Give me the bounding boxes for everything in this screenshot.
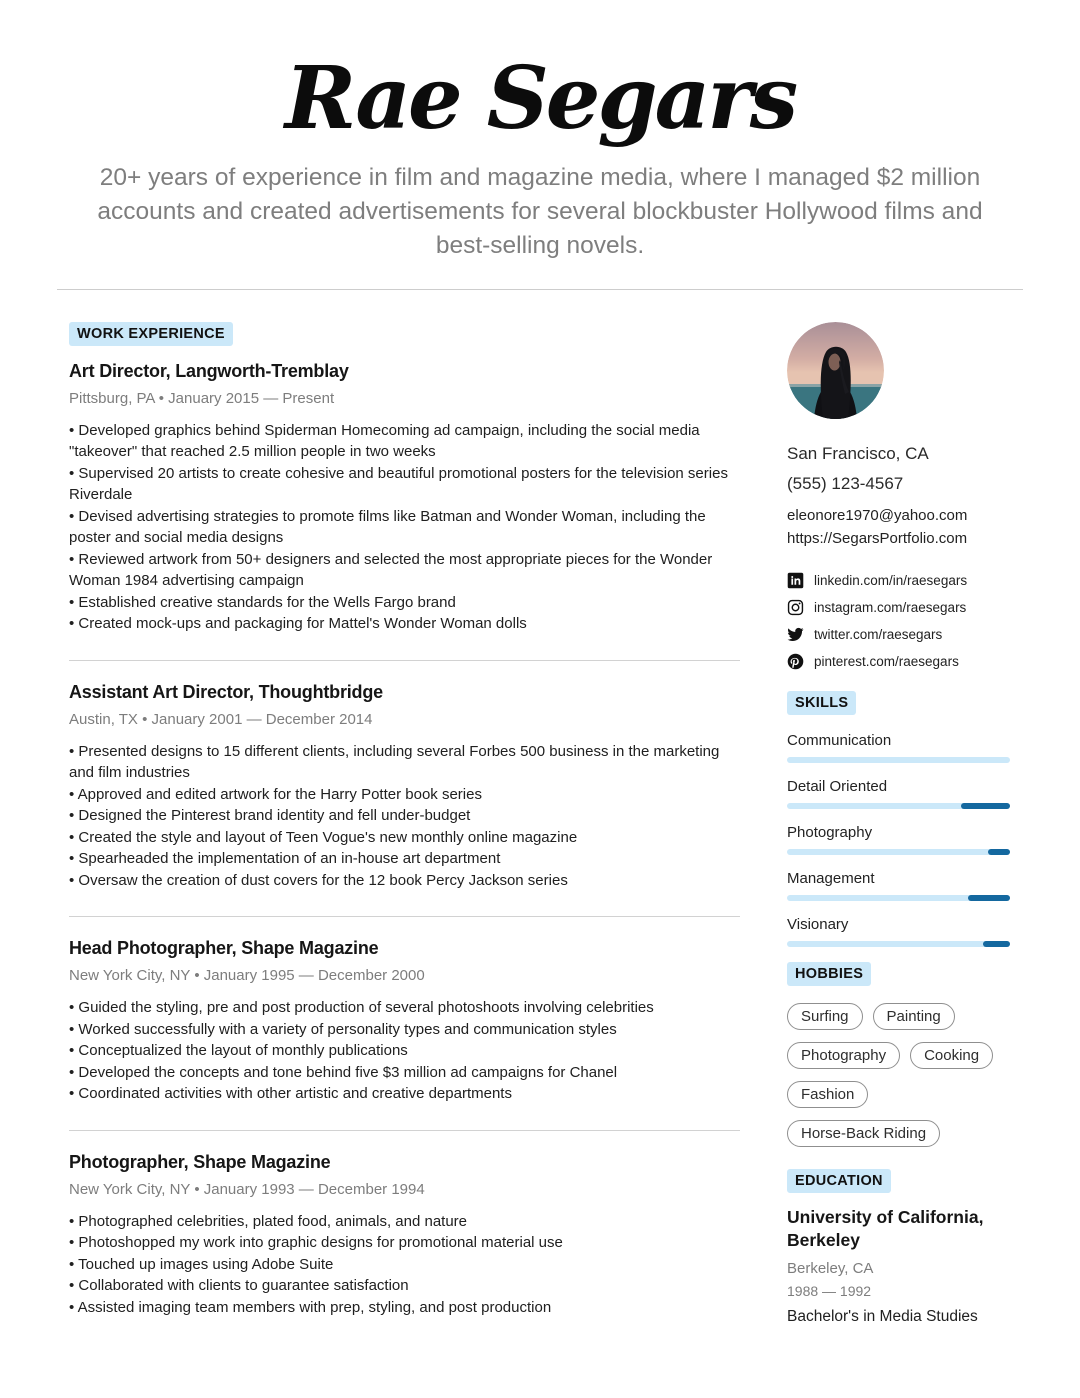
job-title: Assistant Art Director, Thoughtbridge (69, 681, 383, 702)
bullet-item: • Established creative standards for the Wells Fargo brand (69, 592, 740, 614)
bullet-item: • Created the style and layout of Teen Vogue's new monthly online magazine (69, 827, 740, 849)
social-link-label: pinterest.com/raesegars (814, 653, 959, 669)
skill-bar (787, 757, 1010, 763)
bullet-item: • Presented designs to 15 different clients, including several Forbes 500 business in the marketing and film industries (69, 741, 740, 784)
skill-label: Visionary (787, 915, 849, 933)
social-links (787, 572, 1010, 670)
person-name: Rae Segars (284, 48, 796, 149)
hobby-tag: Painting (873, 1003, 955, 1030)
skill-label: Detail Oriented (787, 777, 888, 795)
bullet-item: • Oversaw the creation of dust covers for the 12 book Percy Jackson series (69, 870, 740, 892)
education-heading: EDUCATION (787, 1169, 891, 1193)
job-entry (69, 682, 740, 892)
hobby-tag: Photography (787, 1042, 900, 1069)
skill-bar-dark-segment (983, 941, 1010, 947)
hobby-tag: Horse-Back Riding (787, 1120, 940, 1147)
bullet-item: • Approved and edited artwork for the Harry Potter book series (69, 784, 740, 806)
bullet-item: • Touched up images using Adobe Suite (69, 1254, 740, 1276)
contact-website[interactable]: https://SegarsPortfolio.com (787, 529, 968, 547)
job-bullets (69, 997, 740, 1105)
bullet-item: • Guided the styling, pre and post production of several photoshoots involving celebrities (69, 997, 740, 1019)
hobby-tag: Cooking (910, 1042, 993, 1069)
skill-item (787, 732, 1010, 763)
job-meta: Austin, TX • January 2001 — December 2014 (69, 710, 373, 728)
bullet-item: • Assisted imaging team members with prep, styling, and post production (69, 1297, 740, 1319)
profile-photo (787, 322, 884, 419)
bullet-item: • Devised advertising strategies to promote films like Batman and Wonder Woman, including the poster and social media designs (69, 506, 740, 549)
skill-label: Communication (787, 731, 892, 749)
education-degree: Bachelor's in Media Studies (787, 1307, 978, 1325)
work-experience-section (69, 322, 740, 1326)
job-meta: New York City, NY • January 1993 — December 1994 (69, 1180, 425, 1198)
job-meta: Pittsburg, PA • January 2015 — Present (69, 389, 335, 407)
social-link-row[interactable] (787, 653, 1010, 670)
skills-list (787, 732, 1010, 947)
social-link-row[interactable] (787, 572, 1010, 589)
bullet-item: • Reviewed artwork from 50+ designers and selected the most appropriate pieces for the Wonder Woman 1984 advertising campaign (69, 549, 740, 592)
social-link-label: linkedin.com/in/raesegars (814, 572, 968, 588)
job-bullets (69, 741, 740, 892)
skill-bar (787, 941, 1010, 947)
skill-item (787, 824, 1010, 855)
job-meta: New York City, NY • January 1995 — December 2000 (69, 967, 425, 985)
skills-section (787, 691, 1010, 947)
bullet-item: • Supervised 20 artists to create cohesive and beautiful promotional posters for the television series Riverdale (69, 463, 740, 506)
skill-item (787, 870, 1010, 901)
content-columns (0, 290, 1080, 1326)
education-school: University of California, Berkeley (787, 1206, 984, 1250)
job-entry (69, 361, 740, 635)
job-bullets (69, 1211, 740, 1319)
skill-bar-dark-segment (961, 803, 1010, 809)
sidebar (787, 322, 1010, 1326)
skill-bar-dark-segment (968, 895, 1010, 901)
bullet-item: • Coordinated activities with other artistic and creative departments (69, 1083, 740, 1105)
job-entry (69, 1152, 740, 1319)
hobbies-heading: HOBBIES (787, 962, 871, 986)
job-bullets (69, 420, 740, 635)
job-divider (69, 1130, 740, 1131)
instagram-icon (787, 599, 804, 616)
job-divider (69, 916, 740, 917)
profile-summary: 20+ years of experience in film and magazine media, where I managed $2 million accounts and created advertisements for several blockbuster Hollywood films and best-selling novels. (97, 163, 983, 259)
work-experience-heading: WORK EXPERIENCE (69, 322, 233, 346)
twitter-icon (787, 626, 804, 643)
bullet-item: • Developed graphics behind Spiderman Homecoming ad campaign, including the social media "takeover" that reached 2.5 million people in two weeks (69, 420, 740, 463)
skill-item (787, 778, 1010, 809)
contact-phone: (555) 123-4567 (787, 473, 904, 493)
skills-heading: SKILLS (787, 691, 856, 715)
bullet-item: • Designed the Pinterest brand identity and fell under-budget (69, 805, 740, 827)
job-title: Art Director, Langworth-Tremblay (69, 360, 349, 381)
social-link-row[interactable] (787, 599, 1010, 616)
contact-location: San Francisco, CA (787, 443, 929, 463)
education-location: Berkeley, CA (787, 1259, 874, 1277)
bullet-item: • Photoshopped my work into graphic designs for promotional material use (69, 1232, 740, 1254)
bullet-item: • Created mock-ups and packaging for Mattel's Wonder Woman dolls (69, 613, 740, 635)
job-entry (69, 938, 740, 1105)
bullet-item: • Conceptualized the layout of monthly publications (69, 1040, 740, 1062)
social-link-row[interactable] (787, 626, 1010, 643)
contact-email[interactable]: eleonore1970@yahoo.com (787, 506, 968, 524)
social-link-label: twitter.com/raesegars (814, 626, 943, 642)
linkedin-icon (787, 572, 804, 589)
bullet-item: • Photographed celebrities, plated food, animals, and nature (69, 1211, 740, 1233)
job-title: Photographer, Shape Magazine (69, 1151, 331, 1172)
skill-bar (787, 895, 1010, 901)
job-title: Head Photographer, Shape Magazine (69, 938, 379, 959)
education-section (787, 1169, 1010, 1326)
job-list (69, 361, 740, 1319)
bullet-item: • Spearheaded the implementation of an in-house art department (69, 848, 740, 870)
skill-bar-dark-segment (988, 849, 1010, 855)
social-link-label: instagram.com/raesegars (814, 599, 967, 615)
pinterest-icon (787, 653, 804, 670)
bullet-item: • Collaborated with clients to guarantee satisfaction (69, 1275, 740, 1297)
bullet-item: • Developed the concepts and tone behind five $3 million ad campaigns for Chanel (69, 1062, 740, 1084)
education-dates: 1988 — 1992 (787, 1282, 872, 1299)
hobby-tag: Surfing (787, 1003, 863, 1030)
hobby-list (787, 1003, 1010, 1147)
skill-item (787, 916, 1010, 947)
skill-label: Photography (787, 823, 873, 841)
skill-bar (787, 803, 1010, 809)
resume-header (0, 0, 1080, 263)
hobbies-section (787, 962, 1010, 1147)
skill-bar (787, 849, 1010, 855)
hobby-tag: Fashion (787, 1081, 868, 1108)
skill-label: Management (787, 869, 875, 887)
job-divider (69, 660, 740, 661)
bullet-item: • Worked successfully with a variety of personality types and communication styles (69, 1019, 740, 1041)
